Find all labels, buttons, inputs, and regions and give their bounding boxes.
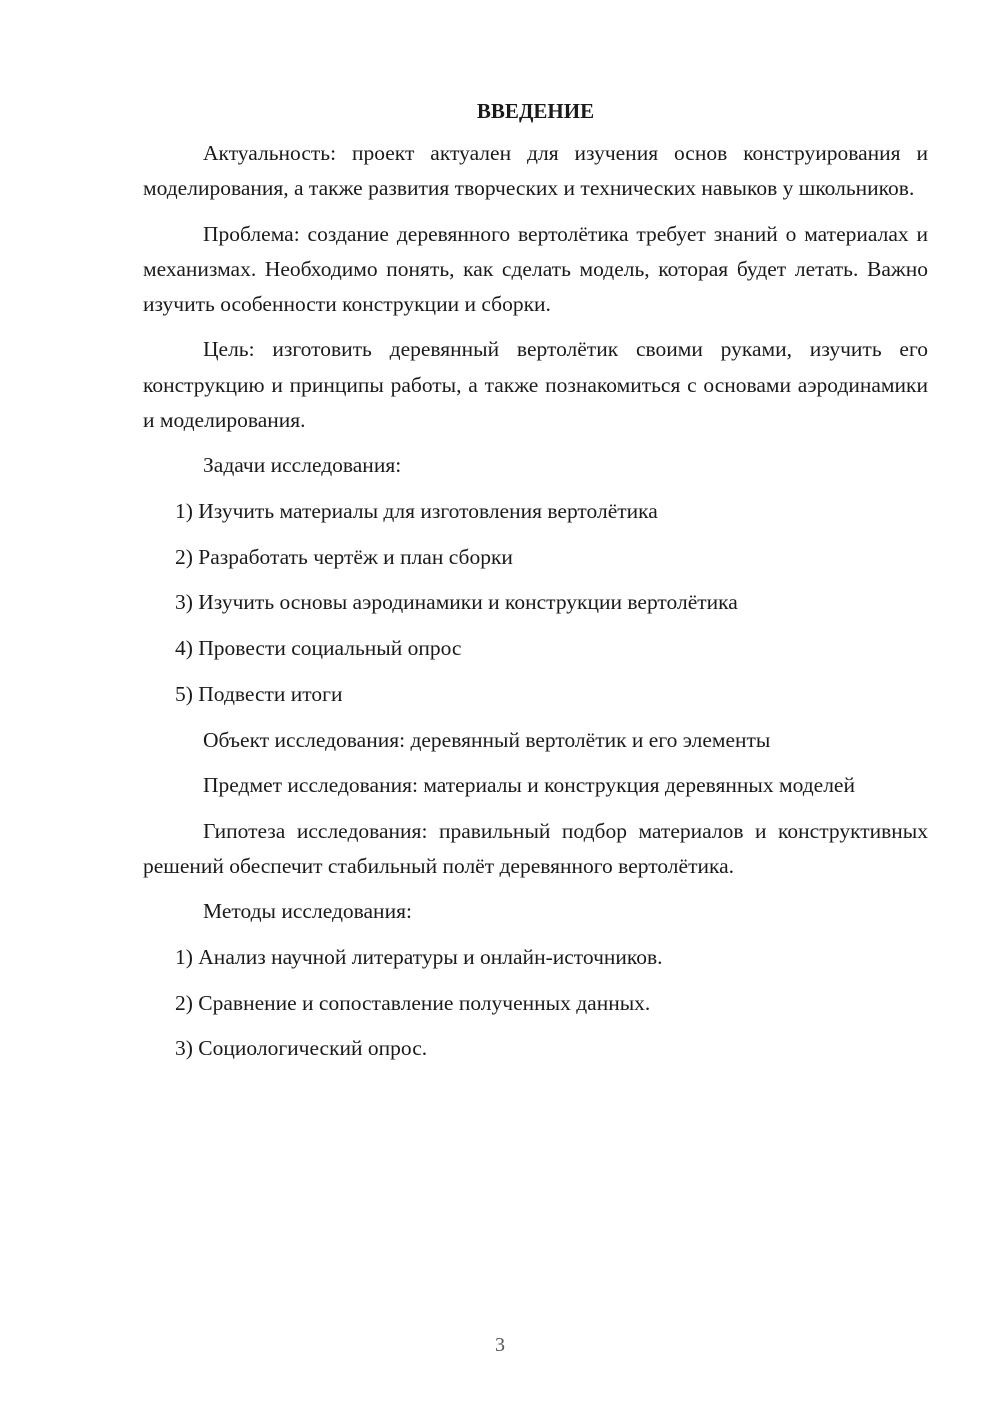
methods-list [143, 940, 928, 1067]
problem-paragraph: Проблема: создание деревянного вертолётика требует знаний о материалах и механизмах. Необходимо понять, как сделать модель, которая будет летать. Важно изучить особенности конструкции и сборки. [143, 221, 928, 317]
list-item: 1) Изучить материалы для изготовления вертолётика [175, 498, 658, 523]
document-title: ВВЕДЕНИЕ [476, 99, 595, 123]
list-item: 5) Подвести итоги [175, 682, 343, 707]
list-item: 4) Провести социальный опрос [175, 636, 462, 661]
list-item: 2) Разработать чертёж и план сборки [175, 544, 513, 569]
subject-paragraph: Предмет исследования: материалы и конструкция деревянных моделей [203, 773, 855, 798]
relevance-paragraph: Актуальность: проект актуален для изучения основ конструирования и моделирования, а также развития творческих и технических навыков у школьников. [143, 141, 928, 201]
tasks-list [143, 494, 928, 713]
list-item: 1) Анализ научной литературы и онлайн-источников. [175, 944, 663, 969]
object-line: Объект исследования: деревянный вертолётик и его элементы [203, 728, 771, 753]
goal-paragraph: Цель: изготовить деревянный вертолётик своими руками, изучить его конструкцию и принципы работы, а также познакомиться с основами аэродинамики и моделирования. [143, 337, 928, 433]
page-number: 3 [495, 1334, 505, 1356]
list-item: 3) Изучить основы аэродинамики и конструкции вертолётика [175, 590, 738, 615]
hypothesis-paragraph: Гипотеза исследования: правильный подбор материалов и конструктивных решений обеспечит стабильный полёт деревянного вертолётика. [143, 818, 928, 879]
document-page [143, 96, 928, 1077]
list-item: 2) Сравнение и сопоставление полученных данных. [175, 990, 651, 1015]
list-item: 3) Социологический опрос. [175, 1036, 428, 1061]
tasks-label: Задачи исследования: [203, 453, 402, 478]
methods-label: Методы исследования: [203, 899, 412, 924]
